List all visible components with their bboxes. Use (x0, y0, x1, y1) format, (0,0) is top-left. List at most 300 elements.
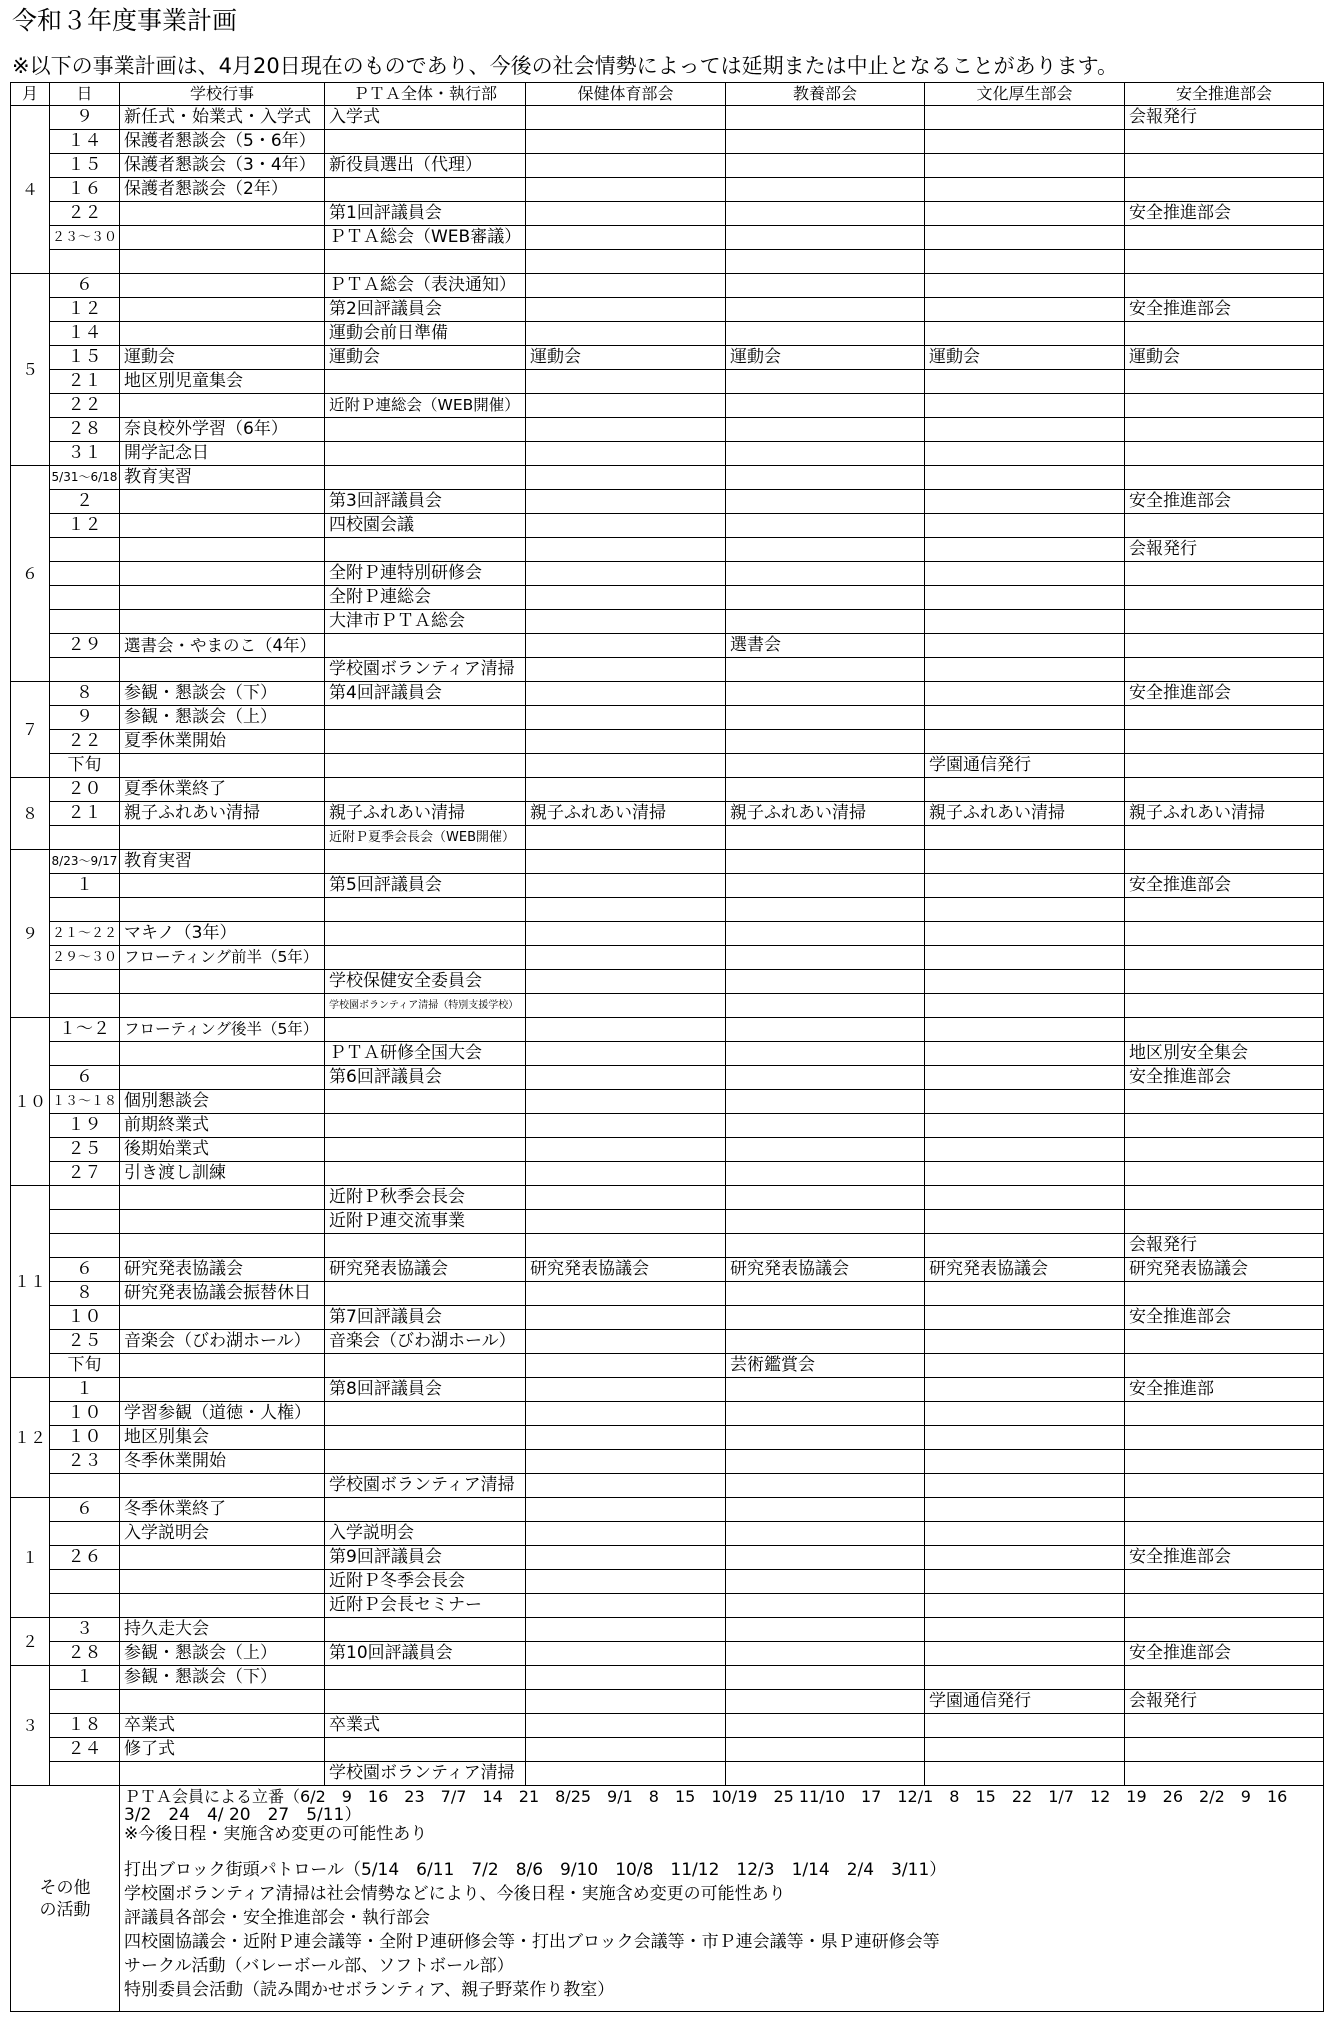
pta-cell: 運動会 (325, 346, 525, 369)
safety-cell (1125, 586, 1323, 609)
school-event-cell (120, 586, 324, 609)
health-pe-cell (526, 898, 725, 921)
health-pe-cell (526, 610, 725, 633)
health-pe-cell (526, 154, 725, 177)
culture-cell (726, 562, 924, 585)
school-event-cell: 参観・懇談会（上） (120, 706, 324, 729)
month-label: ４ (11, 106, 49, 273)
culture-cell (726, 106, 924, 129)
pta-cell: 親子ふれあい清掃 (325, 802, 525, 825)
school-event-cell (120, 1066, 324, 1089)
school-event-cell: 音楽会（びわ湖ホール） (120, 1330, 324, 1353)
welfare-cell (925, 826, 1124, 849)
pta-cell: 第6回評議員会 (325, 1066, 525, 1089)
welfare-cell (925, 1234, 1124, 1257)
day-cell: ２０ (50, 778, 119, 801)
safety-cell (1125, 178, 1323, 201)
health-pe-cell (526, 706, 725, 729)
welfare-cell (925, 1546, 1124, 1569)
month-label: ８ (11, 778, 49, 849)
pta-cell: 四校園会議 (325, 514, 525, 537)
culture-cell (726, 970, 924, 993)
school-event-cell (120, 1474, 324, 1497)
health-pe-cell (526, 1162, 725, 1185)
school-event-cell (120, 322, 324, 345)
welfare-cell (925, 922, 1124, 945)
day-cell: ６ (50, 274, 119, 297)
culture-cell (726, 586, 924, 609)
culture-cell (726, 442, 924, 465)
day-cell: １０ (50, 1402, 119, 1425)
day-cell: １６ (50, 178, 119, 201)
culture-cell (726, 178, 924, 201)
day-cell (50, 1690, 119, 1713)
pta-cell: 第4回評議員会 (325, 682, 525, 705)
welfare-cell (925, 1306, 1124, 1329)
day-cell (50, 1186, 119, 1209)
day-cell: １５ (50, 154, 119, 177)
header-safety: 安全推進部会 (1125, 83, 1323, 105)
health-pe-cell (526, 1114, 725, 1137)
blank-line (124, 1844, 1319, 1858)
health-pe-cell (526, 1210, 725, 1233)
school-event-cell (120, 658, 324, 681)
pta-cell (325, 1114, 525, 1137)
health-pe-cell (526, 1138, 725, 1161)
month-label: １ (11, 1498, 49, 1617)
pta-cell: 学校園ボランティア清掃 (325, 1474, 525, 1497)
school-event-cell: 持久走大会 (120, 1618, 324, 1641)
culture-cell (726, 130, 924, 153)
school-event-cell (120, 538, 324, 561)
school-event-cell: 奈良校外学習（6年） (120, 418, 324, 441)
pta-cell: 近附Ｐ連総会（WEB開催） (325, 394, 525, 417)
safety-cell (1125, 274, 1323, 297)
school-event-cell (120, 898, 324, 921)
culture-cell (726, 466, 924, 489)
safety-cell (1125, 778, 1323, 801)
pta-cell: ＰＴＡ総会（表決通知） (325, 274, 525, 297)
safety-cell (1125, 706, 1323, 729)
pta-cell (325, 538, 525, 561)
school-event-cell: 選書会・やまのこ（4年） (120, 634, 324, 657)
day-cell: １８ (50, 1714, 119, 1737)
culture-cell (726, 1474, 924, 1497)
school-event-cell: 冬季休業終了 (120, 1498, 324, 1521)
day-cell: ８ (50, 682, 119, 705)
safety-cell (1125, 226, 1323, 249)
culture-cell (726, 226, 924, 249)
school-event-cell (120, 1354, 324, 1377)
culture-cell (726, 1594, 924, 1617)
safety-cell (1125, 1474, 1323, 1497)
welfare-cell (925, 586, 1124, 609)
health-pe-cell (526, 298, 725, 321)
safety-cell: 安全推進部会 (1125, 490, 1323, 513)
day-cell (50, 826, 119, 849)
safety-cell (1125, 1162, 1323, 1185)
safety-cell (1125, 1210, 1323, 1233)
safety-cell (1125, 1282, 1323, 1305)
safety-cell (1125, 130, 1323, 153)
culture-cell (726, 274, 924, 297)
standing-duty-line-1: ＰＴＡ会員による立番（6/2 9 16 23 7/7 14 21 8/25 9/1 8 15 10/19 25 11/10 17 12/1 8 15 22 1/7 12 19 26 2/2 9 16 (124, 1787, 1288, 1806)
pta-cell (325, 1690, 525, 1713)
safety-cell: 安全推進部会 (1125, 682, 1323, 705)
pta-cell: 第7回評議員会 (325, 1306, 525, 1329)
day-cell: １ (50, 1378, 119, 1401)
safety-cell: 安全推進部会 (1125, 1642, 1323, 1665)
pta-cell (325, 706, 525, 729)
day-cell: １０ (50, 1306, 119, 1329)
safety-cell (1125, 1018, 1323, 1041)
committee-meetings-item: 評議員各部会・安全推進部会・執行部会 (124, 1908, 430, 1928)
pta-cell: 音楽会（びわ湖ホール） (325, 1330, 525, 1353)
day-cell: ２７ (50, 1162, 119, 1185)
pta-cell (325, 730, 525, 753)
welfare-cell (925, 634, 1124, 657)
day-cell: ２９ (50, 634, 119, 657)
health-pe-cell (526, 1618, 725, 1641)
school-event-cell: 参観・懇談会（下） (120, 682, 324, 705)
culture-cell: 研究発表協議会 (726, 1258, 924, 1281)
pta-cell (325, 370, 525, 393)
day-cell: １４ (50, 130, 119, 153)
day-cell: ３ (50, 1618, 119, 1641)
school-event-cell: マキノ（3年） (120, 922, 324, 945)
day-cell (50, 610, 119, 633)
pta-cell: 近附Ｐ連交流事業 (325, 1210, 525, 1233)
health-pe-cell (526, 490, 725, 513)
school-event-cell: 研究発表協議会 (120, 1258, 324, 1281)
health-pe-cell (526, 1666, 725, 1689)
day-cell: ２３ (50, 1450, 119, 1473)
day-cell: １９ (50, 1114, 119, 1137)
pta-cell: ＰＴＡ研修全国大会 (325, 1042, 525, 1065)
council-meetings-item: 四校園協議会・近附Ｐ連会議等・全附Ｐ連研修会等・打出ブロック会議等・市Ｐ連会議等・県Ｐ連研修会等 (124, 1932, 940, 1952)
school-event-cell (120, 250, 324, 273)
pta-cell (325, 1354, 525, 1377)
welfare-cell (925, 442, 1124, 465)
health-pe-cell (526, 514, 725, 537)
culture-cell (726, 202, 924, 225)
health-pe-cell (526, 634, 725, 657)
safety-cell (1125, 1570, 1323, 1593)
day-cell: ６ (50, 1258, 119, 1281)
welfare-cell (925, 538, 1124, 561)
culture-cell (726, 1306, 924, 1329)
street-patrol-item: 打出ブロック街頭パトロール（5/14 6/11 7/2 8/6 9/10 10/8 11/12 12/3 1/14 2/4 3/11） (124, 1860, 947, 1880)
welfare-cell (925, 730, 1124, 753)
safety-cell: 安全推進部会 (1125, 1546, 1323, 1569)
safety-cell (1125, 850, 1323, 873)
welfare-cell (925, 370, 1124, 393)
month-label: １１ (11, 1186, 49, 1377)
safety-cell (1125, 1714, 1323, 1737)
pta-cell (325, 1618, 525, 1641)
culture-cell (726, 250, 924, 273)
pta-cell (325, 634, 525, 657)
culture-cell (726, 322, 924, 345)
welfare-cell (925, 946, 1124, 969)
pta-cell: 全附Ｐ連特別研修会 (325, 562, 525, 585)
welfare-cell (925, 1282, 1124, 1305)
welfare-cell (925, 490, 1124, 513)
welfare-cell (925, 1570, 1124, 1593)
welfare-cell: 研究発表協議会 (925, 1258, 1124, 1281)
welfare-cell (925, 1642, 1124, 1665)
safety-cell: 会報発行 (1125, 1234, 1323, 1257)
health-pe-cell (526, 1738, 725, 1761)
health-pe-cell (526, 1426, 725, 1449)
culture-cell (726, 1642, 924, 1665)
safety-cell: 会報発行 (1125, 538, 1323, 561)
welfare-cell (925, 154, 1124, 177)
health-pe-cell (526, 1522, 725, 1545)
page-title: 令和３年度事業計画 (12, 6, 238, 35)
health-pe-cell: 運動会 (526, 346, 725, 369)
safety-cell (1125, 442, 1323, 465)
health-pe-cell (526, 1762, 725, 1785)
welfare-cell (925, 1618, 1124, 1641)
welfare-cell (925, 874, 1124, 897)
safety-cell (1125, 1450, 1323, 1473)
volunteer-cleaning-item: 学校園ボランティア清掃は社会情勢などにより、今後日程・実施含め変更の可能性あり (124, 1884, 786, 1904)
health-pe-cell (526, 1498, 725, 1521)
health-pe-cell (526, 1330, 725, 1353)
school-event-cell (120, 874, 324, 897)
safety-cell: 地区別安全集会 (1125, 1042, 1323, 1065)
day-cell: 5/31～6/18 (50, 466, 119, 489)
safety-cell (1125, 1594, 1323, 1617)
day-cell (50, 1570, 119, 1593)
month-label: １０ (11, 1018, 49, 1185)
culture-cell (726, 1186, 924, 1209)
welfare-cell (925, 1114, 1124, 1137)
culture-cell: 運動会 (726, 346, 924, 369)
day-cell (50, 562, 119, 585)
welfare-cell (925, 1138, 1124, 1161)
day-cell (50, 970, 119, 993)
school-event-cell: 冬季休業開始 (120, 1450, 324, 1473)
safety-cell: 会報発行 (1125, 1690, 1323, 1713)
month-label: ６ (11, 466, 49, 681)
health-pe-cell (526, 682, 725, 705)
health-pe-cell (526, 1474, 725, 1497)
school-event-cell (120, 490, 324, 513)
pta-cell: 学校園ボランティア清掃 (325, 1762, 525, 1785)
school-event-cell (120, 1546, 324, 1569)
day-cell: ２９～３０ (50, 946, 119, 969)
pta-cell: 近附Ｐ会長セミナー (325, 1594, 525, 1617)
school-event-cell: 教育実習 (120, 466, 324, 489)
culture-cell (726, 154, 924, 177)
day-cell: １ (50, 874, 119, 897)
safety-cell: 安全推進部会 (1125, 1066, 1323, 1089)
safety-cell: 安全推進部会 (1125, 202, 1323, 225)
welfare-cell (925, 562, 1124, 585)
pta-cell: 卒業式 (325, 1714, 525, 1737)
safety-cell (1125, 250, 1323, 273)
welfare-cell (925, 970, 1124, 993)
pta-cell: 全附Ｐ連総会 (325, 586, 525, 609)
school-event-cell (120, 226, 324, 249)
day-cell (50, 1762, 119, 1785)
safety-cell (1125, 418, 1323, 441)
welfare-cell (925, 610, 1124, 633)
culture-cell (726, 1666, 924, 1689)
welfare-cell (925, 850, 1124, 873)
welfare-cell (925, 1330, 1124, 1353)
welfare-cell (925, 898, 1124, 921)
welfare-cell (925, 1738, 1124, 1761)
safety-cell: 安全推進部 (1125, 1378, 1323, 1401)
day-cell: ２１ (50, 802, 119, 825)
culture-cell (726, 1546, 924, 1569)
day-cell: １２ (50, 514, 119, 537)
pta-cell: 第2回評議員会 (325, 298, 525, 321)
school-event-cell (120, 1234, 324, 1257)
pta-cell: 入学式 (325, 106, 525, 129)
health-pe-cell (526, 922, 725, 945)
school-event-cell: 引き渡し訓練 (120, 1162, 324, 1185)
welfare-cell: 運動会 (925, 346, 1124, 369)
day-cell: １０ (50, 1426, 119, 1449)
pta-cell (325, 1402, 525, 1425)
health-pe-cell: 親子ふれあい清掃 (526, 802, 725, 825)
safety-cell: 安全推進部会 (1125, 874, 1323, 897)
health-pe-cell (526, 1306, 725, 1329)
culture-cell (726, 1378, 924, 1401)
pta-cell (325, 946, 525, 969)
school-event-cell: 保護者懇談会（5・6年） (120, 130, 324, 153)
welfare-cell (925, 130, 1124, 153)
welfare-cell (925, 514, 1124, 537)
day-cell (50, 1210, 119, 1233)
safety-cell (1125, 994, 1323, 1017)
safety-cell (1125, 1738, 1323, 1761)
school-event-cell (120, 562, 324, 585)
day-cell: ２８ (50, 418, 119, 441)
day-cell: １ (50, 1666, 119, 1689)
health-pe-cell (526, 1690, 725, 1713)
school-event-cell (120, 754, 324, 777)
culture-cell (726, 1090, 924, 1113)
school-event-cell: フローティング前半（5年） (120, 946, 324, 969)
health-pe-cell (526, 1450, 725, 1473)
culture-cell (726, 1018, 924, 1041)
safety-cell (1125, 1330, 1323, 1353)
day-cell: ２６ (50, 1546, 119, 1569)
health-pe-cell (526, 1186, 725, 1209)
culture-cell (726, 1762, 924, 1785)
culture-cell (726, 1162, 924, 1185)
health-pe-cell (526, 418, 725, 441)
safety-cell (1125, 154, 1323, 177)
safety-cell (1125, 826, 1323, 849)
school-event-cell: 参観・懇談会（上） (120, 1642, 324, 1665)
welfare-cell (925, 274, 1124, 297)
welfare-cell (925, 1354, 1124, 1377)
welfare-cell (925, 658, 1124, 681)
other-label-line-1: その他 (39, 1877, 91, 1898)
pta-cell: 第9回評議員会 (325, 1546, 525, 1569)
school-event-cell (120, 1594, 324, 1617)
school-event-cell: 運動会 (120, 346, 324, 369)
school-event-cell (120, 394, 324, 417)
welfare-cell (925, 178, 1124, 201)
health-pe-cell (526, 1018, 725, 1041)
special-committee-item: 特別委員会活動（読み聞かせボランティア、親子野菜作り教室） (124, 1980, 615, 2000)
health-pe-cell (526, 874, 725, 897)
safety-cell (1125, 610, 1323, 633)
day-cell: ２５ (50, 1138, 119, 1161)
day-cell (50, 898, 119, 921)
culture-cell (726, 1066, 924, 1089)
school-event-cell (120, 202, 324, 225)
welfare-cell (925, 682, 1124, 705)
pta-cell: 第1回評議員会 (325, 202, 525, 225)
school-event-cell (120, 970, 324, 993)
pta-cell (325, 178, 525, 201)
day-cell: ２２ (50, 202, 119, 225)
health-pe-cell (526, 1714, 725, 1737)
month-label: ２ (11, 1618, 49, 1665)
safety-cell (1125, 1498, 1323, 1521)
welfare-cell (925, 466, 1124, 489)
pta-cell (325, 250, 525, 273)
welfare-cell (925, 106, 1124, 129)
culture-cell (726, 1426, 924, 1449)
disclaimer-note: ※以下の事業計画は、4月20日現在のものであり、今後の社会情勢によっては延期または中止となることがあります。 (12, 54, 1118, 78)
pta-cell: ＰＴＡ総会（WEB審議） (325, 226, 525, 249)
welfare-cell (925, 250, 1124, 273)
health-pe-cell (526, 178, 725, 201)
pta-cell: 新役員選出（代理） (325, 154, 525, 177)
header-welfare: 文化厚生部会 (925, 83, 1124, 105)
culture-cell (726, 850, 924, 873)
welfare-cell (925, 1018, 1124, 1041)
health-pe-cell (526, 970, 725, 993)
pta-cell (325, 130, 525, 153)
health-pe-cell (526, 250, 725, 273)
welfare-cell (925, 418, 1124, 441)
health-pe-cell (526, 1042, 725, 1065)
culture-cell (726, 418, 924, 441)
pta-cell (325, 922, 525, 945)
month-label: １２ (11, 1378, 49, 1497)
pta-cell (325, 778, 525, 801)
health-pe-cell (526, 1066, 725, 1089)
culture-cell (726, 1042, 924, 1065)
culture-cell (726, 1522, 924, 1545)
welfare-cell (925, 1210, 1124, 1233)
pta-cell (325, 1090, 525, 1113)
safety-cell (1125, 466, 1323, 489)
culture-cell (726, 1570, 924, 1593)
safety-cell (1125, 322, 1323, 345)
day-cell: １～２ (50, 1018, 119, 1041)
safety-cell (1125, 514, 1323, 537)
circle-activities-item: サークル活動（バレーボール部、ソフトボール部） (124, 1956, 514, 1976)
month-label: ９ (11, 850, 49, 1017)
culture-cell (726, 898, 924, 921)
health-pe-cell (526, 466, 725, 489)
school-event-cell (120, 274, 324, 297)
health-pe-cell (526, 946, 725, 969)
pta-cell (325, 466, 525, 489)
month-label: ７ (11, 682, 49, 777)
